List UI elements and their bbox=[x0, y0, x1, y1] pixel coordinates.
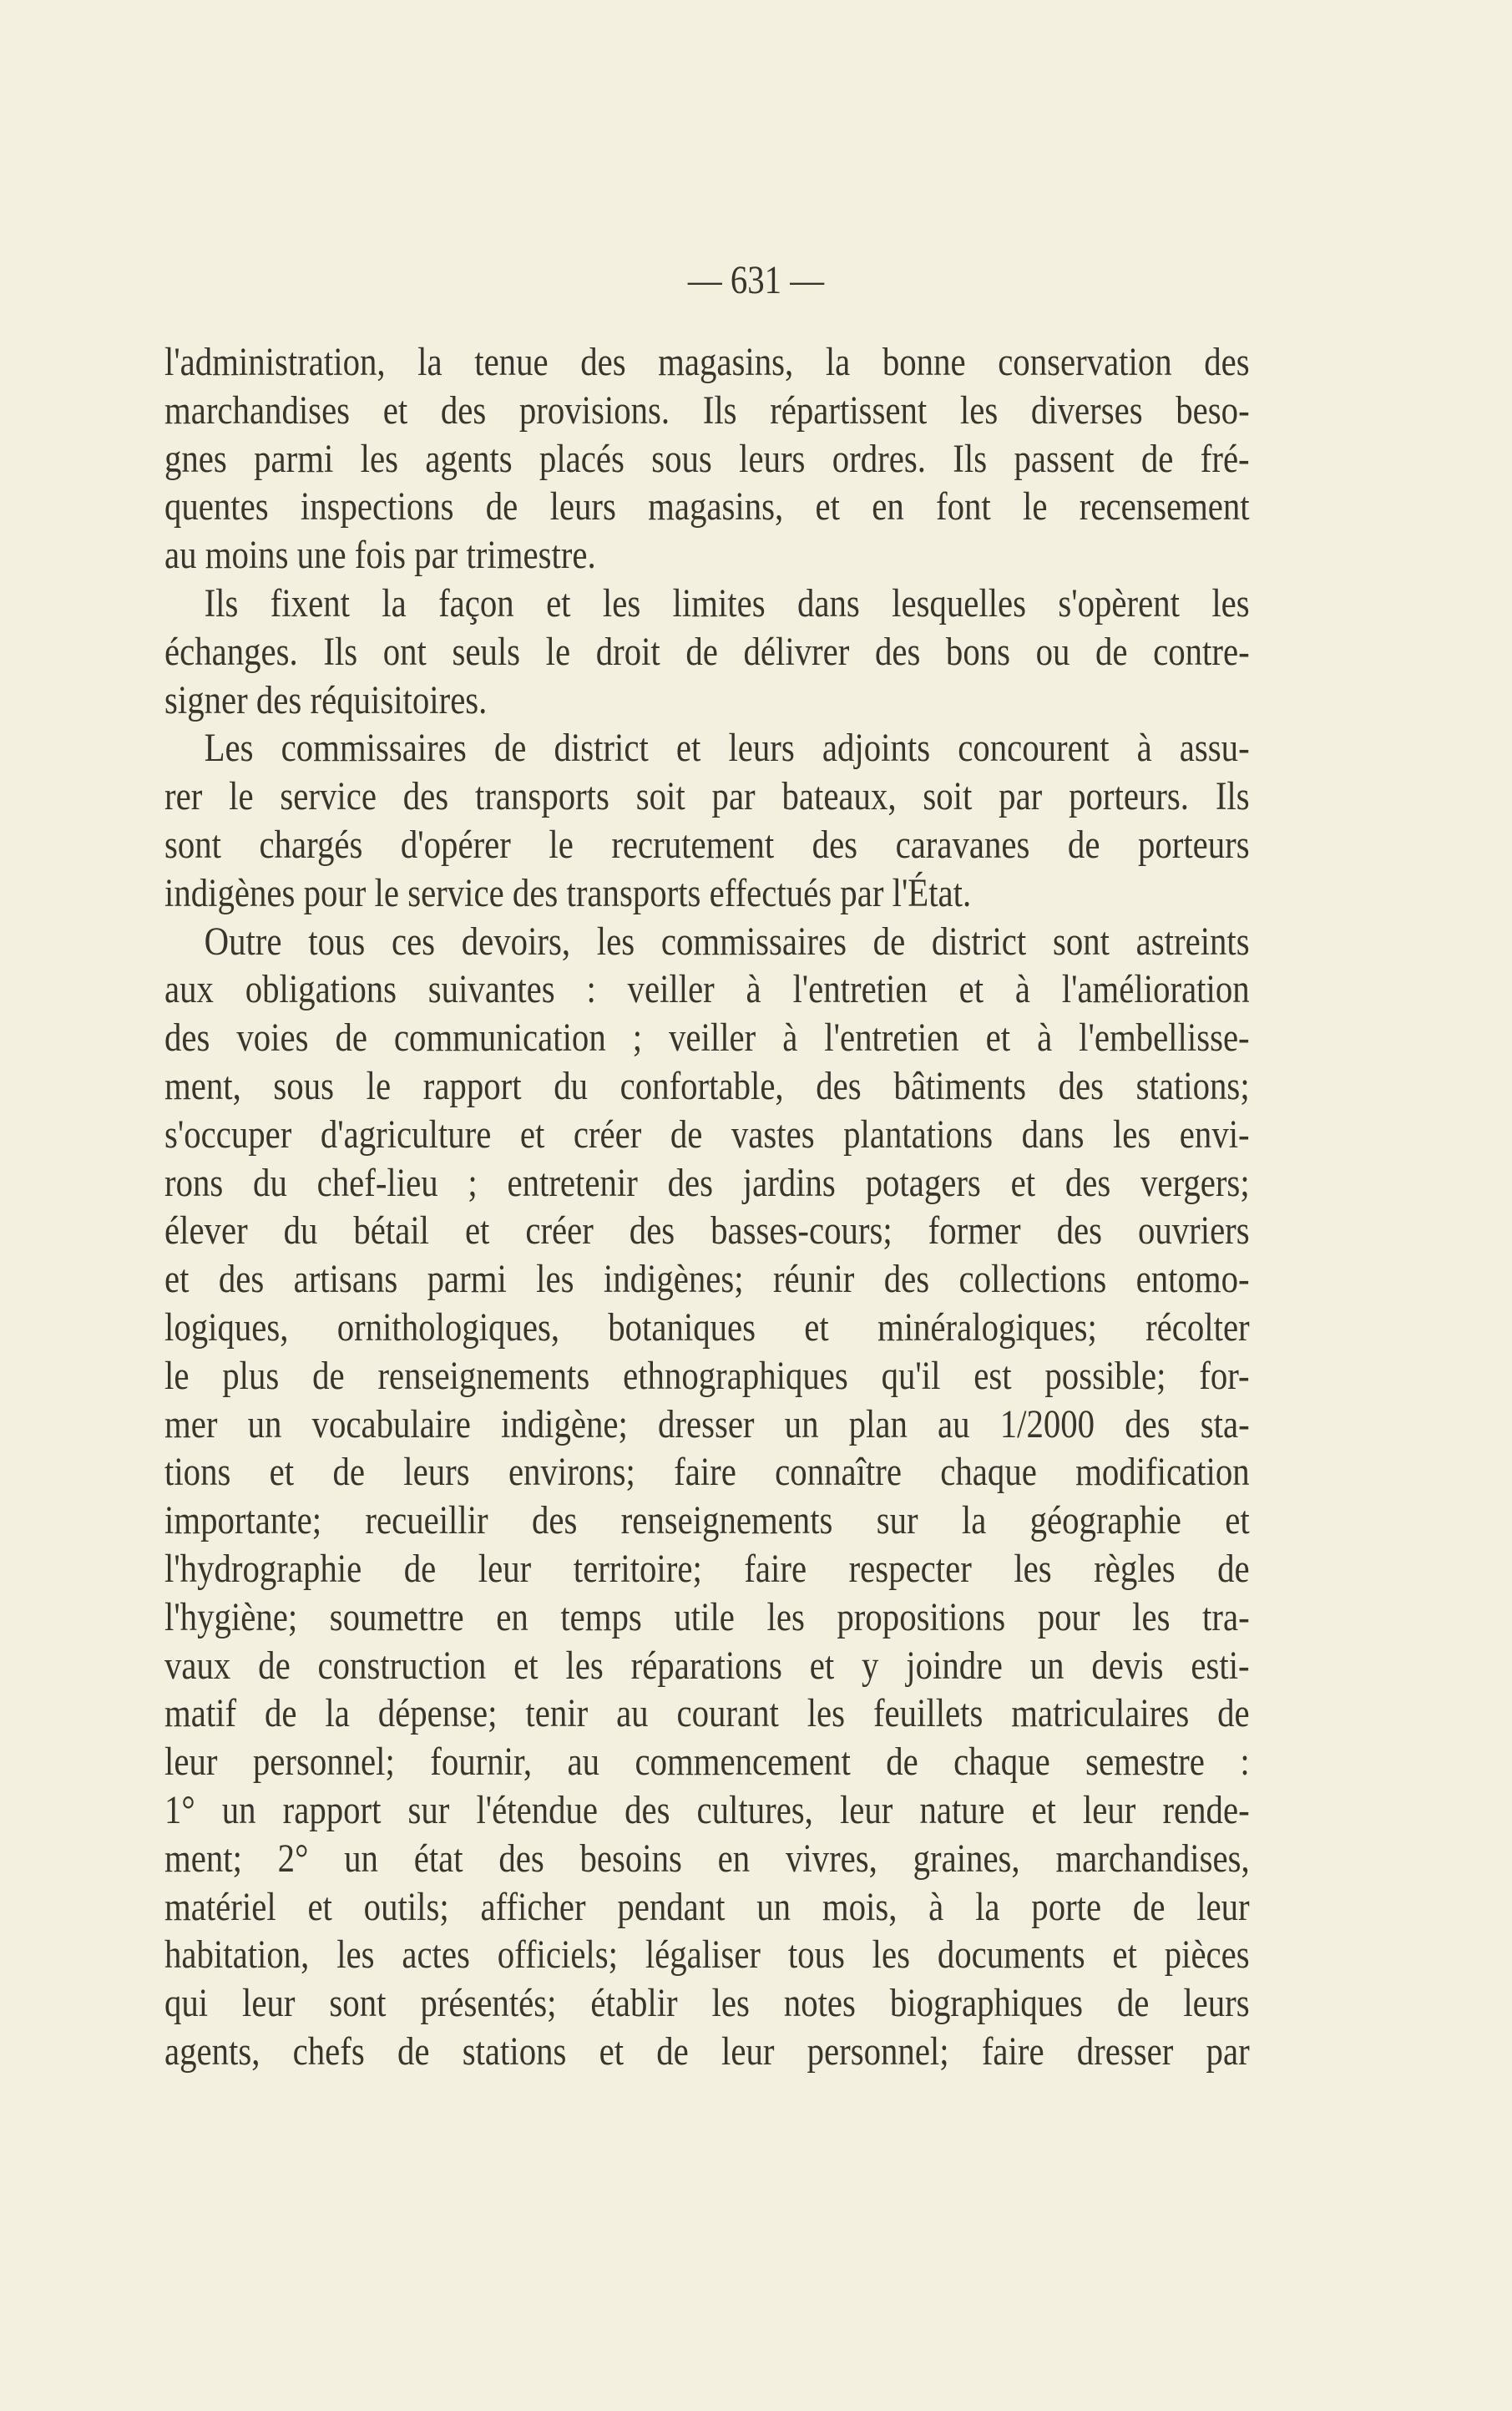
text-line: échanges. Ils ont seuls le droit de délivrer des bons ou de contre- bbox=[164, 629, 1250, 674]
text-line: Les commissaires de district et leurs adjoints concourent à assu- bbox=[204, 726, 1250, 771]
text-line: rer le service des transports soit par bateaux, soit par porteurs. Ils bbox=[164, 774, 1250, 819]
text-line: matif de la dépense; tenir au courant les feuillets matriculaires de bbox=[164, 1691, 1250, 1736]
text-line: matériel et outils; afficher pendant un mois, à la porte de leur bbox=[164, 1884, 1250, 1929]
text-line: quentes inspections de leurs magasins, et en font le recensement bbox=[164, 484, 1250, 529]
text-line: leur personnel; fournir, au commencement de chaque semestre : bbox=[164, 1740, 1250, 1785]
text-line: indigènes pour le service des transports effectués par l'État. bbox=[164, 870, 972, 915]
text-line: sont chargés d'opérer le recrutement des caravanes de porteurs bbox=[164, 822, 1250, 867]
text-line: et des artisans parmi les indigènes; réunir des collections entomo- bbox=[164, 1257, 1250, 1302]
text-line: élever du bétail et créer des basses-cours; former des ouvriers bbox=[164, 1208, 1250, 1254]
text-line: ment; 2° un état des besoins en vivres, graines, marchandises, bbox=[164, 1836, 1250, 1881]
text-line: logiques, ornithologiques, botaniques et minéralogiques; récolter bbox=[164, 1304, 1250, 1350]
text-line: 1° un rapport sur l'étendue des cultures, leur nature et leur rende- bbox=[164, 1787, 1250, 1832]
text-line: le plus de renseignements ethnographiques qu'il est possible; for- bbox=[164, 1353, 1250, 1398]
text-line: vaux de construction et les réparations et y joindre un devis esti- bbox=[164, 1643, 1250, 1688]
text-line: mer un vocabulaire indigène; dresser un plan au 1/2000 des sta- bbox=[164, 1401, 1250, 1446]
text-line: marchandises et des provisions. Ils répartissent les diverses beso- bbox=[164, 387, 1250, 433]
text-line: rons du chef-lieu ; entretenir des jardins potagers et des vergers; bbox=[164, 1160, 1250, 1205]
text-line: des voies de communication ; veiller à l'entretien et à l'embellisse- bbox=[164, 1016, 1250, 1061]
text-line: agents, chefs de stations et de leur personnel; faire dresser par bbox=[164, 2029, 1250, 2074]
text-line: l'administration, la tenue des magasins, la bonne conservation des bbox=[164, 340, 1250, 384]
page-body bbox=[164, 338, 1441, 2076]
text-line: qui leur sont présentés; établir les notes biographiques de leurs bbox=[164, 1981, 1250, 2026]
text-line: importante; recueillir des renseignements sur la géographie et bbox=[164, 1498, 1250, 1543]
text-line: tions et de leurs environs; faire connaître chaque modification bbox=[164, 1450, 1250, 1495]
text-line: aux obligations suivantes : veiller à l'entretien et à l'amélioration bbox=[164, 967, 1250, 1012]
text-line: Outre tous ces devoirs, les commissaires de district sont astreints bbox=[204, 919, 1250, 964]
text-line: s'occuper d'agriculture et créer de vastes plantations dans les envi- bbox=[164, 1112, 1250, 1157]
text-line: l'hygiène; soumettre en temps utile les propositions pour les tra- bbox=[164, 1594, 1250, 1639]
text-line: signer des réquisitoires. bbox=[164, 677, 488, 722]
text-line: ment, sous le rapport du confortable, des bâtiments des stations; bbox=[164, 1063, 1250, 1108]
text-line: habitation, les actes officiels; légaliser tous les documents et pièces bbox=[164, 1932, 1250, 1978]
text-line: l'hydrographie de leur territoire; faire respecter les règles de bbox=[164, 1546, 1250, 1591]
text-line: au moins une fois par trimestre. bbox=[164, 533, 596, 578]
text-line: gnes parmi les agents placés sous leurs ordres. Ils passent de fré- bbox=[164, 436, 1250, 481]
text-line: Ils fixent la façon et les limites dans lesquelles s'opèrent les bbox=[204, 580, 1250, 626]
page-number: — 631 — bbox=[687, 258, 825, 302]
